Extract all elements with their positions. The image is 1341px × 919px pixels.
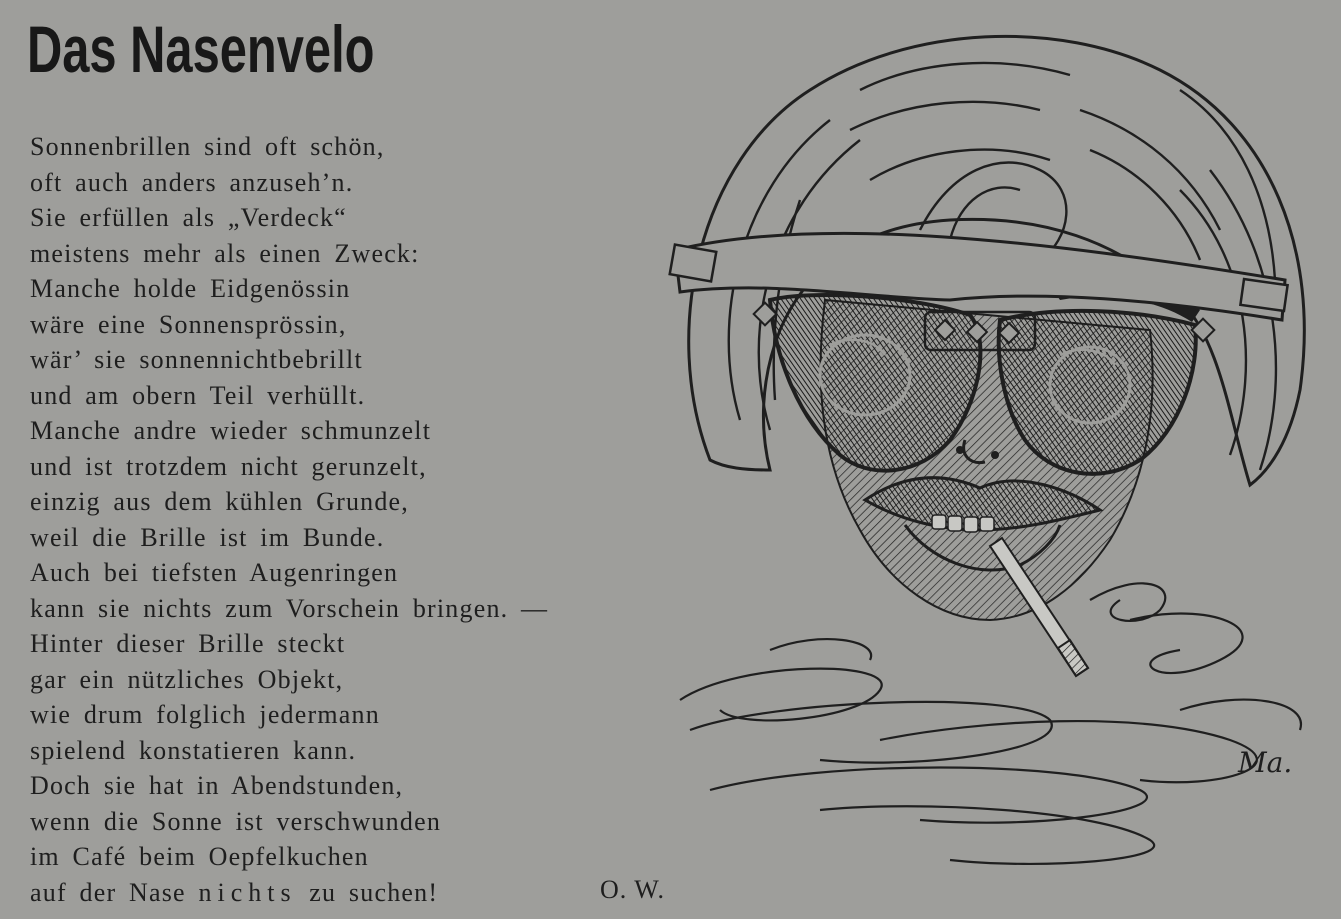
- poem-last-line-before: auf der Nase: [30, 877, 186, 907]
- poem-line: meistens mehr als einen Zweck:: [30, 238, 420, 268]
- poem-line: gar ein nützliches Objekt,: [30, 664, 344, 694]
- poem-line: Doch sie hat in Abendstunden,: [30, 771, 404, 800]
- poem-line: wäre eine Sonnensprössin,: [30, 309, 347, 339]
- right-temple: [1240, 279, 1287, 311]
- page-title: Das Nasenvelo: [27, 12, 375, 86]
- poem-line: im Café beim Oepfelkuchen: [30, 842, 369, 871]
- poem-line: weil die Brille ist im Bunde.: [30, 522, 385, 552]
- poem-line: wär’ sie sonnennichtbebrillt: [30, 345, 363, 374]
- poem-line: einzig aus dem kühlen Grunde,: [30, 487, 409, 516]
- left-lens: [770, 295, 980, 471]
- poem-line: Sie erfüllen als „Verdeck“: [30, 203, 347, 232]
- poem-line: oft auch anders anzuseh’n.: [30, 167, 354, 197]
- author-initials: O. W.: [600, 875, 665, 904]
- poem: [30, 129, 548, 910]
- poem-line: wenn die Sonne ist verschwunden: [30, 806, 442, 836]
- caricature-illustration: [620, 0, 1341, 919]
- poem-line: wie drum folglich jedermann: [30, 700, 380, 729]
- poem-last-line-emphasis: nichts: [198, 877, 297, 907]
- artist-signature: Ma.: [1238, 746, 1293, 779]
- smoke-swirls: [680, 583, 1301, 864]
- poem-line: und am obern Teil verhüllt.: [30, 380, 366, 410]
- poem-line: Hinter dieser Brille steckt: [30, 629, 346, 658]
- poem-line: Auch bei tiefsten Augenringen: [30, 558, 399, 587]
- poem-last-line-after: zu suchen!: [309, 877, 439, 907]
- poem-line: und ist trotzdem nicht gerunzelt,: [30, 451, 427, 481]
- poem-line: Manche andre wieder schmunzelt: [30, 416, 432, 445]
- poem-line: spielend konstatieren kann.: [30, 735, 357, 765]
- poem-line: kann sie nichts zum Vorschein bringen. —: [30, 593, 549, 623]
- poem-last-line: [30, 875, 548, 911]
- poem-line: Manche holde Eidgenössin: [30, 274, 351, 303]
- poem-line: Sonnenbrillen sind oft schön,: [30, 132, 385, 161]
- left-temple: [670, 245, 717, 282]
